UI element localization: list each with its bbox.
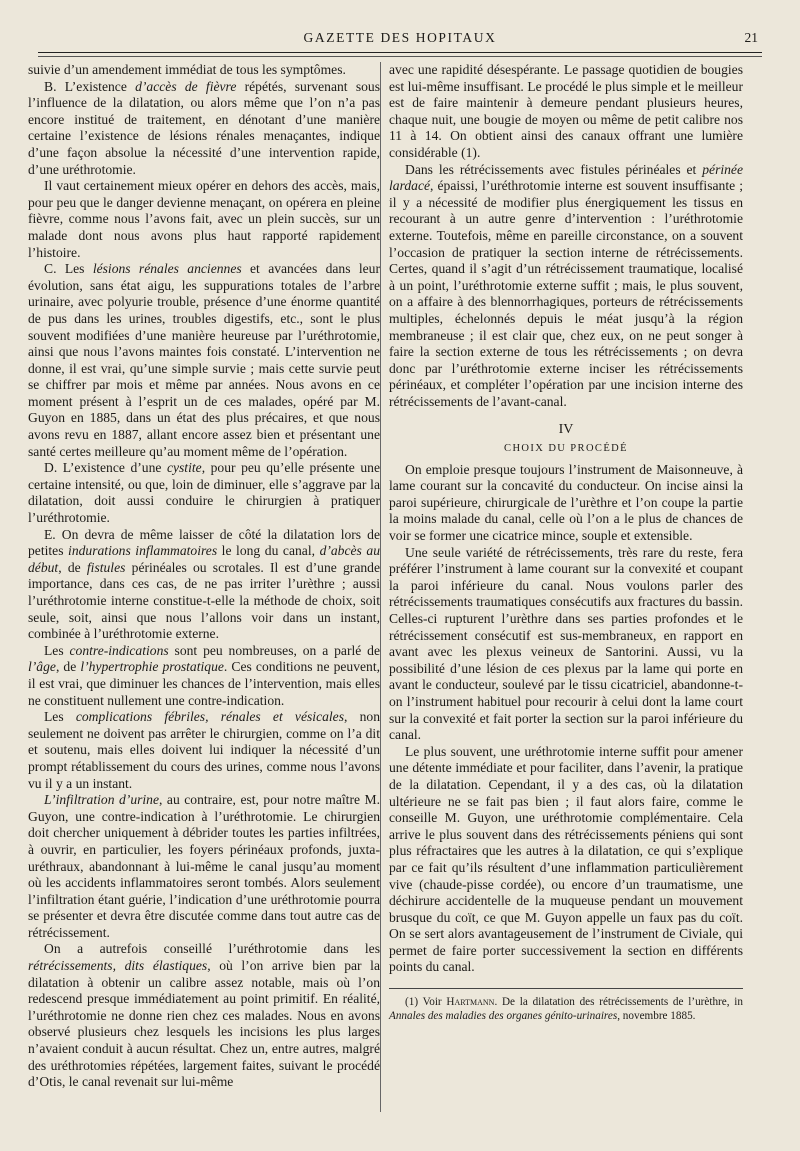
paragraph: avec une rapidité désespérante. Le passage quotidien de bougies est lui-même insuffisant. Le procédé le plus simple et le meilleur est de faire maintenir à demeure pendant plusieurs heures, chaque nuit, une bougie de moyen ou même de petit calibre nos 11 à 14. On obtient ainsi des canaux offrant une lumière considérable (1). (389, 62, 743, 160)
journal-title: GAZETTE DES HOPITAUX (303, 30, 497, 45)
paragraph: D. L’existence d’une cystite, pour peu qu’elle présente une certaine intensité, ou que, loin de diminuer, elle s’aggrave par la dilatation, doit aussi conduire le chirurgien à pratiquer l’uréthrotomie. (28, 460, 381, 526)
paragraph: Une seule variété de rétrécissements, très rare du reste, fera préférer l’instrument à lame courant sur la convexité et coupant la paroi inférieure du canal. Nous voulons parler des rétrécissements traumatiques consécutifs aux fractures du bassin. Celles-ci rupturent l’urèthre dans ses parties profondes et le rétrécissement consécutif est sus-membraneux, en rapport en avant avec les plexus veineux de Santorini. Aussi, vu la possibilité d’une lésion de ces plexus par la lame qui porte en avant le conducteur, soulevé par le tissu cicatriciel, abandonne-t-on l’instrument habituel pour recourir à celui dont la lame court sur la convexité et fait porter la section sur la paroi inférieure du canal. (389, 544, 743, 743)
column-divider (380, 62, 381, 1112)
paragraph: B. L’existence d’accès de fièvre répétés, survenant sous l’influence de la dilatation, ou alors même que l’on n’a pas encore institué de traitement, en dénotant d’une manière certaine l’existence de lésions rénales menaçantes, indique d’une façon absolue la nécessité d’une intervention rapide, d’une uréthrotomie. (28, 78, 381, 177)
paragraph: Les complications fébriles, rénales et vésicales, non seulement ne doivent pas arrêter le chirurgien, comme on l’a dit et soutenu, mais elles doivent lui indiquer la nécessité d’un prompt rétablissement du cours des urines, comme nous l’avons vu il y a un instant. (28, 709, 380, 791)
section-number: IV (558, 422, 574, 438)
right-column (389, 62, 743, 1023)
paragraph: On emploie presque toujours l’instrument de Maisonneuve, à lame courant sur la concavité du conducteur. On incise ainsi la paroi supérieure, chirurgicale de l’urèthre et l’on coupe la partie la moins malade du canal, celle où l’on a le plus de chances de voir se former une cicatrice mince, souple et extensible. (389, 461, 743, 544)
header-rule (38, 52, 762, 53)
paragraph: On a autrefois conseillé l’uréthrotomie dans les rétrécissements, dits élastiques, où l’on arrive bien par la dilatation à obtenir un calibre assez notable, mais où l’on redescend presque immédiatement au point primitif. En réalité, l’uréthrotomie ne donne rien chez ces malades. Nous en avons observé plusieurs chez lesquels les incisions les plus larges n’avaient conduit à aucun résultat. Chez un, entre autres, malgré des uréthrotomies répétées, largement faites, suivant le procédé d’Otis, le canal revenait sur lui-même (28, 941, 380, 1090)
page-number: 21 (744, 30, 758, 45)
paragraph: suivie d’un amendement immédiat de tous les symptômes. (28, 62, 346, 77)
paragraph: Dans les rétrécissements avec fistules périnéales et périnée lardacé, épaissi, l’uréthrotomie interne est souvent insuffisante ; il y a nécessité de modifier plus énergiquement les tissus en recourant à un autre genre d’intervention : l’uréthrotomie externe. Toutefois, même en pareille circonstance, on a souvent l’occasion de pratiquer la section interne de rétrécissements. Certes, quand il s’agit d’un rétrécissement traumatique, localisé à un point, l’uréthrotomie externe suffit ; mais, le plus souvent, on a affaire à des blennorrhagiques, porteurs de rétrécissements multiples, échelonnés depuis le méat jusqu’à la région membraneuse ; il est clair que, chez eux, on ne peut songer à faire la section externe de tous les rétrécissements ; on devra donc par l’uréthrotomie externe inciser les rétrécissements périnéaux, et compléter l’opération par une incision interne des rétrécissements de l’avant-canal. (389, 161, 743, 409)
paragraph: Le plus souvent, une uréthrotomie interne suffit pour amener une détente immédiate et pour faciliter, dans l’avenir, la pratique de la dilatation. Cependant, il y a des cas, où la dilatation ultérieure ne se fait pas bien ; il faut alors faire, comme le conseille M. Guyon, une uréthrotomie complémentaire. Cela arrive le plus souvent dans des rétrécissements péniens qui sont plus réfractaires que les autres à la dilatation, ce qui s’explique par ce fait qu’ils résultent d’une inflammation particulièrement vive (chaude-pisse cordée), ou encore d’un traumatisme, une déchirure accidentelle de la muqueuse pendant un mouvement brusque du coït, ce que M. Guyon appelle un faux pas du coït. On se sert alors avantageusement de l’instrument de Civiale, qui permet de faire porter successivement la section en différents points du canal. (389, 743, 743, 975)
section-title: CHOIX DU PROCÉDÉ (504, 443, 628, 455)
running-header (38, 30, 762, 52)
header-rule-thin (38, 56, 762, 57)
paragraph: L’infiltration d’urine, au contraire, est, pour notre maître M. Guyon, une contre-indication à l’uréthrotomie. Le chirurgien doit chercher uniquement à débrider toutes les parties infiltrées, à ouvrir, en particulier, les foyers périnéaux profonds, juxta-uréthraux, abandonnant à lui-même le canal jusqu’au moment où les accidents inflammatoires seront tombés. Alors seulement l’infiltration étant guérie, l’indication d’une uréthrotomie pourra se présenter et devra être discutée comme dans tout autre cas de rétrécissement. (28, 792, 380, 940)
paragraph: C. Les lésions rénales anciennes et avancées dans leur évolution, sans état aigu, les suppurations totales de l’arbre urinaire, avec polyurie trouble, présence d’une énorme quantité de pus dans les urines, troubles digestifs, etc., sont le plus souvent modifiées d’une manière heureuse par l’uréthrotomie, ainsi que nous l’avons maintes fois constaté. L’intervention ne donne, il est vrai, qu’une simple survie ; mais cette survie peut se chiffrer par mois et même par années. Nous avons en ce moment présent à l’esprit un de ces malades, opéré par M. Guyon en 1885, dans un état des plus précaires, et que nous avons revu en 1887, allant encore assez bien et présentant une santé certes meilleure qu’au moment même de l’opération. (28, 261, 381, 459)
paragraph: Il vaut certainement mieux opérer en dehors des accès, mais, pour peu que le danger devienne menaçant, on opérera en pleine fièvre, comme nous l’avons fait, avec un plein succès, sur un malade dont nous avons plus haut rapporté rapidement l’histoire. (28, 178, 380, 260)
paragraph: Les contre-indications sont peu nombreuses, on a parlé de l’âge, de l’hypertrophie prostatique. Ces conditions ne peuvent, il est vrai, que diminuer les chances de l’intervention, mais elles ne constituent nullement une contre-indication. (28, 642, 380, 708)
left-column (28, 62, 380, 1091)
footnote-rule (389, 988, 743, 989)
paragraph: E. On devra de même laisser de côté la dilatation lors de petites indurations inflammatoires le long du canal, d’abcès au début, de fistules périnéales ou scrotales. Il est d’une grande importance, dans ces cas, de ne pas irriter l’urèthre ; aussi l’uréthrotomie interne constitue-t-elle la méthode de choix, soit seule, soit, ainsi que nous l’allons voir dans un instant, combinée à l’uréthrotomie externe. (28, 526, 380, 642)
footnote: (1) Voir Hartmann. De la dilatation des rétrécissements de l’urèthre, in Annales des maladies des organes génito-urinaires, novembre 1885. (389, 996, 743, 1023)
